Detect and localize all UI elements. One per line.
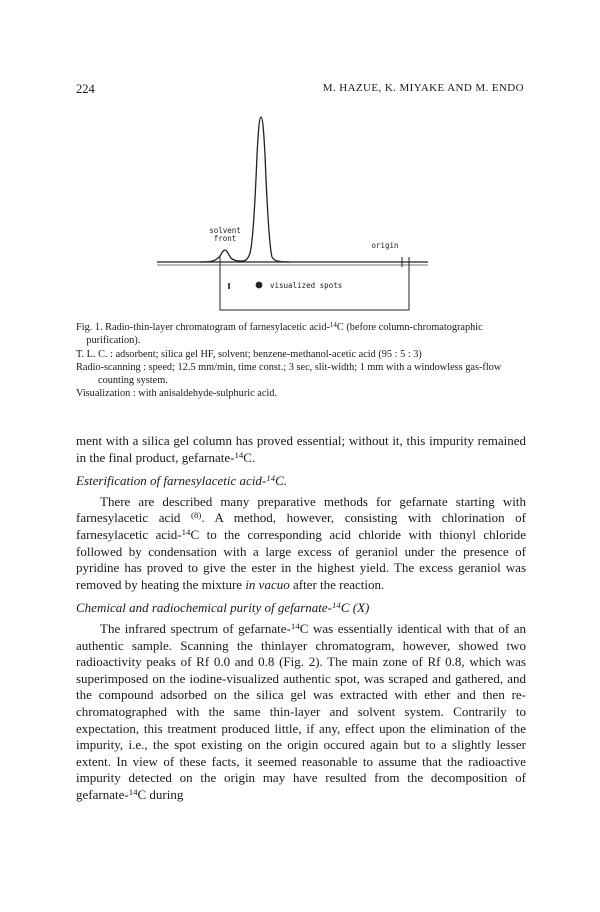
running-head	[76, 82, 524, 98]
paragraph-3: The infrared spectrum of gefarnate-$^{14}$C was essentially identical with that of an authentic sample. Scanning the thinlayer chromatogram, however, showed two radioactivity peaks of Rf 0.0 and 0.8 (Fig. 2). The main zone of Rf 0.8, which was superimposed on the iodine-visualized authentic spot, was scraped and gathered, and the compound adsorbed on the silica gel was extracted with ether and then re-chromatographed with the same thin-layer and solvent system. Contrarily to expectation, this treatment produced little, if any, effect upon the elimination of the impurity, i.e., the spot existing on the origin occured again but to a slightly lesser extent. In view of these facts, it seemed reasonable to assume that the radioactive impurity detected on the origin may have resulted from the decomposition of gefarnate-$^{14}$C during	[76, 620, 526, 802]
caption-title: Fig. 1. Radio-thin-layer chromatogram of farnesylacetic acid-$^{14}$C (before column-chromatographic purification).	[76, 320, 483, 347]
figure-caption	[76, 321, 526, 401]
paragraph-2: There are described many preparative methods for gefarnate starting with farnesylacetic acid $^{(8)}$. A method, however, consisting with chlorination of farnesylacetic acid-$^{14}$C to the corresponding acid chloride with thionyl chloride followed by condensation with a large excess of geraniol under the presence of pyridine has proved to give the ester in the highest yield. The excess geraniol was removed by heating the mixture in vacuo after the reaction.	[76, 493, 527, 592]
caption-tlc: T. L. C. : adsorbent; silica gel HF, solvent; benzene-methanol-acetic acid (95 : 5 : 3)	[76, 348, 422, 360]
body-text	[76, 433, 526, 803]
running-head-authors: M. HAZUE, K. MIYAKE AND M. ENDO	[322, 82, 524, 94]
visualized-spots-label: visualized spots	[270, 281, 343, 290]
chromatogram-plot	[150, 105, 450, 320]
figure-1-chromatogram	[150, 105, 450, 320]
caption-visualization: Visualization : with anisaldehyde-sulphuric acid.	[76, 388, 277, 400]
visualized-spot-main	[256, 282, 263, 289]
paragraph-1: ment with a silica gel column has proved essential; without it, this impurity remained in the final product, gefarnate-$^{14}$C.	[76, 433, 526, 465]
solvent-front-label: solvent	[209, 226, 241, 235]
page-number: 224	[76, 82, 95, 96]
caption-radio-scanning: Radio-scanning : speed; 12.5 mm/min, time const.; 3 sec, slit-width; 1 mm with a windowless gas-flow counting system.	[76, 361, 502, 387]
origin-label: origin	[371, 241, 399, 250]
section-heading-esterification: Esterification of farnesylacetic acid-$^{14}$C.	[76, 473, 288, 489]
section-heading-purity: Chemical and radiochemical purity of gefarnate-$^{14}$C (X)	[76, 600, 370, 616]
solvent-front-label-2: front	[213, 234, 237, 243]
